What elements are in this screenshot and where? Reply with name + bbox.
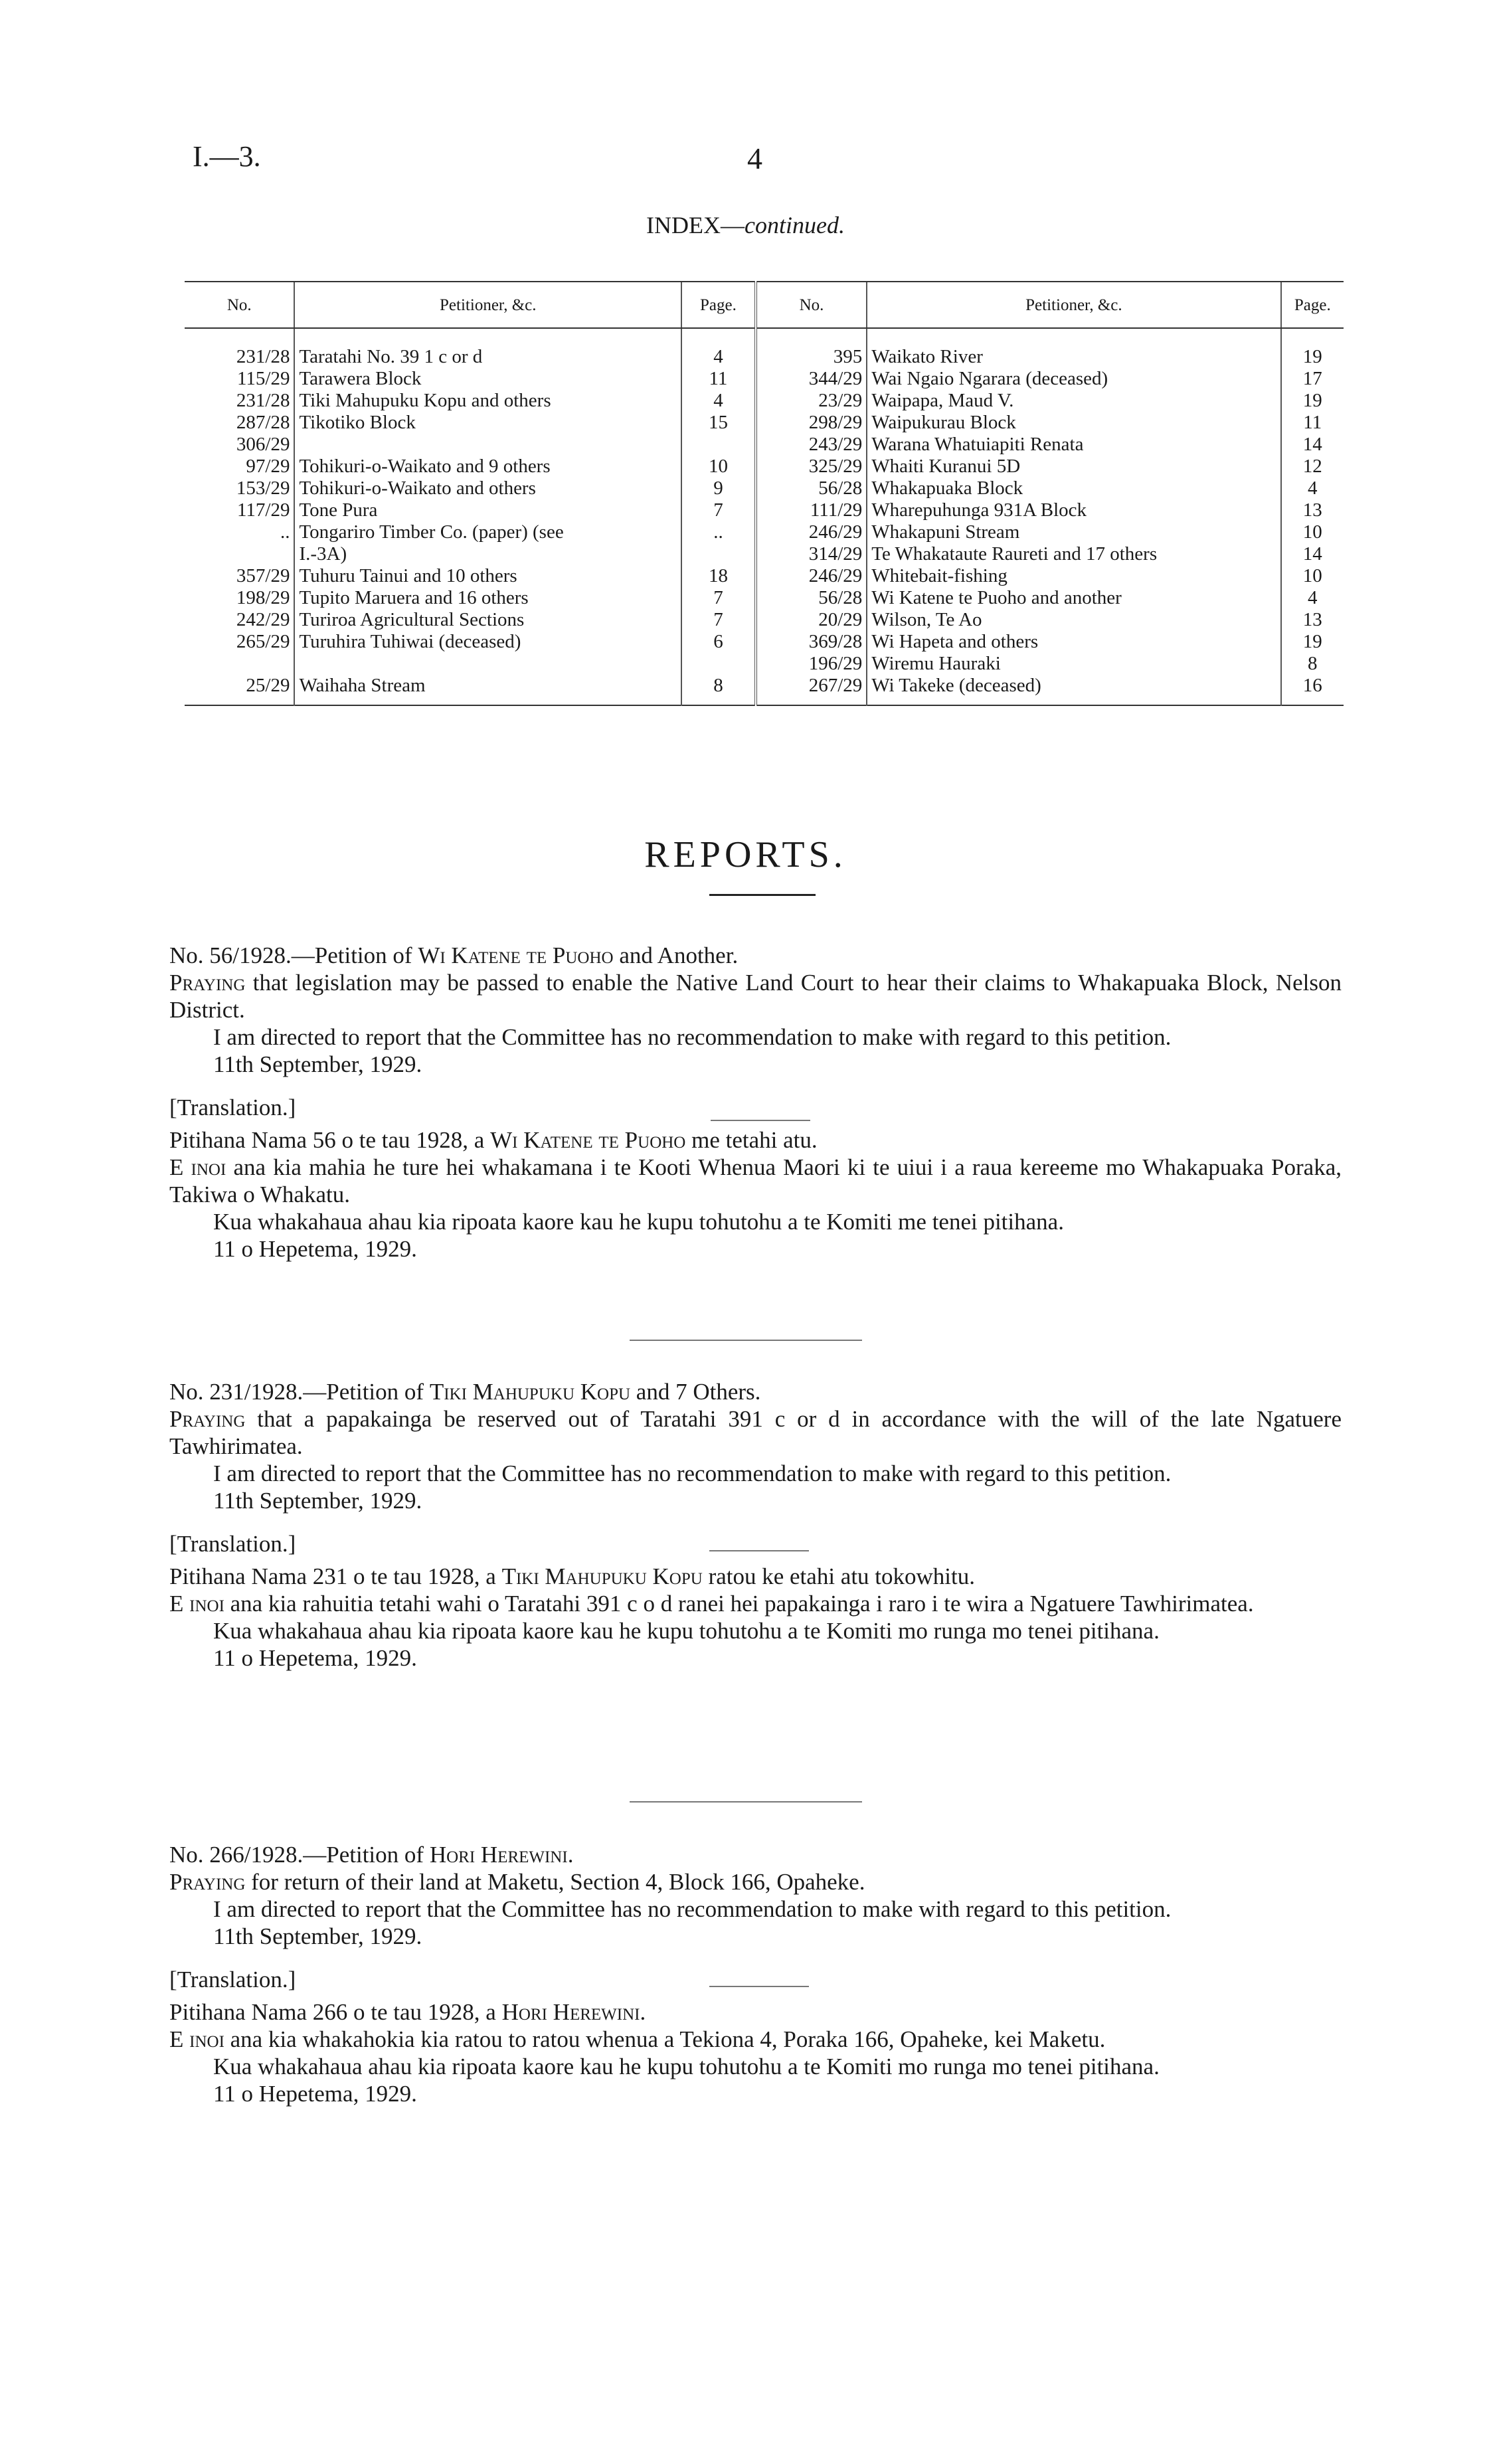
index-row bbox=[185, 412, 1344, 434]
index-number: 56/28 bbox=[756, 587, 867, 609]
index-number: .. bbox=[280, 521, 290, 543]
index-number: 369/28 bbox=[756, 631, 867, 653]
index-petitioner bbox=[294, 653, 681, 675]
index-title-continued: continued. bbox=[745, 212, 845, 238]
index-row bbox=[185, 434, 1344, 456]
index-page: 11 bbox=[681, 368, 756, 390]
col-header-petitioner: Petitioner, &c. bbox=[294, 282, 681, 328]
translation-title: Pitihana Nama 56 o te tau 1928, a Wi Katene te Puoho me tetahi atu. bbox=[169, 1127, 818, 1153]
index-number: 287/28 bbox=[236, 412, 290, 433]
report-date: 11th September, 1929. bbox=[213, 1051, 422, 1077]
report-56-1928 bbox=[169, 942, 1342, 1263]
report-praying: Praying that legislation may be passed to enable the Native Land Court to hear their claims to Whakapuaka Block, Nelson District. bbox=[169, 970, 1342, 1023]
index-row bbox=[185, 368, 1344, 390]
page-number: 4 bbox=[747, 141, 762, 175]
index-page: 14 bbox=[1281, 434, 1344, 456]
index-petitioner: Tone Pura bbox=[294, 499, 681, 521]
col-header-no: No. bbox=[185, 282, 294, 328]
report-praying: Praying that a papakainga be reserved out of Taratahi 391 c or d in accordance with the will of the late Ngatuere Tawhirimatea. bbox=[169, 1406, 1342, 1459]
index-page: 6 bbox=[681, 631, 756, 653]
index-page: 7 bbox=[681, 609, 756, 631]
col-header-page: Page. bbox=[681, 282, 756, 328]
index-page: 13 bbox=[1281, 609, 1344, 631]
index-row bbox=[185, 328, 1344, 368]
index-page: 10 bbox=[1281, 565, 1344, 587]
index-petitioner: Whakapuaka Block bbox=[867, 478, 1280, 499]
col-header-no: No. bbox=[756, 282, 867, 328]
index-number: 153/29 bbox=[236, 478, 290, 499]
index-page: 19 bbox=[1281, 390, 1344, 412]
divider-rule bbox=[630, 1340, 862, 1341]
translation-date: 11 o Hepetema, 1929. bbox=[213, 1645, 417, 1671]
index-petitioner: Waikato River bbox=[867, 328, 1280, 368]
index-number bbox=[185, 543, 294, 565]
index-petitioner: Tohikuri-o-Waikato and 9 others bbox=[294, 456, 681, 478]
report-directed: I am directed to report that the Committee has no recommendation to make with regard to this petition. bbox=[213, 1024, 1172, 1050]
translation-einoi: E inoi ana kia rahuitia tetahi wahi o Taratahi 391 c o d ranei hei papakainga i raro i te wira a Ngatuere Tawhirimatea. bbox=[169, 1591, 1254, 1617]
index-page: 4 bbox=[681, 390, 756, 412]
index-number: 314/29 bbox=[756, 543, 867, 565]
index-petitioner: Warana Whatuiapiti Renata bbox=[867, 434, 1280, 456]
index-petitioner: I.-3A) bbox=[294, 543, 681, 565]
index-row bbox=[185, 478, 1344, 499]
report-praying: Praying for return of their land at Maketu, Section 4, Block 166, Opaheke. bbox=[169, 1869, 865, 1895]
divider-rule bbox=[630, 1801, 862, 1803]
translation-kua: Kua whakahaua ahau kia ripoata kaore kau he kupu tohutohu a te Komiti mo runga mo tenei pitihana. bbox=[213, 2054, 1160, 2079]
index-row bbox=[185, 653, 1344, 675]
index-row bbox=[185, 609, 1344, 631]
index-petitioner: Tarawera Block bbox=[294, 368, 681, 390]
index-number: 306/29 bbox=[236, 434, 290, 455]
index-number: 344/29 bbox=[756, 368, 867, 390]
index-petitioner: Tongariro Timber Co. (paper) (see bbox=[294, 521, 681, 543]
translation-kua: Kua whakahaua ahau kia ripoata kaore kau he kupu tohutohu a te Komiti mo runga mo tenei pitihana. bbox=[213, 1618, 1160, 1644]
index-number: 242/29 bbox=[236, 609, 290, 630]
index-page bbox=[681, 653, 756, 675]
index-number: 117/29 bbox=[236, 499, 290, 521]
index-number: 267/29 bbox=[756, 675, 867, 705]
short-rule bbox=[709, 1986, 809, 1987]
index-petitioner: Waihaha Stream bbox=[294, 675, 681, 705]
index-number: 56/28 bbox=[756, 478, 867, 499]
report-directed: I am directed to report that the Committee has no recommendation to make with regard to this petition. bbox=[213, 1896, 1172, 1922]
index-petitioner: Wilson, Te Ao bbox=[867, 609, 1280, 631]
index-number: 246/29 bbox=[756, 521, 867, 543]
index-table bbox=[185, 281, 1344, 706]
index-page: 11 bbox=[1281, 412, 1344, 434]
translation-einoi: E inoi ana kia whakahokia kia ratou to ratou whenua a Tekiona 4, Poraka 166, Opaheke, kei Maketu. bbox=[169, 2026, 1106, 2052]
report-266-1928 bbox=[169, 1841, 1342, 2107]
index-page: 13 bbox=[1281, 499, 1344, 521]
index-petitioner: Turuhira Tuhiwai (deceased) bbox=[294, 631, 681, 653]
index-title bbox=[0, 211, 1491, 239]
report-231-1928 bbox=[169, 1378, 1342, 1672]
index-number: 25/29 bbox=[246, 675, 290, 696]
index-row bbox=[185, 587, 1344, 609]
short-rule bbox=[709, 1550, 809, 1551]
index-petitioner: Wi Hapeta and others bbox=[867, 631, 1280, 653]
index-petitioner: Te Whakataute Raureti and 17 others bbox=[867, 543, 1280, 565]
index-page: 8 bbox=[681, 675, 756, 705]
index-row bbox=[185, 499, 1344, 521]
translation-label: [Translation.] bbox=[169, 1967, 296, 1992]
translation-label: [Translation.] bbox=[169, 1531, 296, 1557]
index-page: 10 bbox=[1281, 521, 1344, 543]
report-title: No. 266/1928.—Petition of Hori Herewini. bbox=[169, 1842, 574, 1868]
index-row bbox=[185, 456, 1344, 478]
index-number: 97/29 bbox=[246, 456, 290, 477]
index-petitioner: Tupito Maruera and 16 others bbox=[294, 587, 681, 609]
index-page: 14 bbox=[1281, 543, 1344, 565]
index-number bbox=[185, 653, 294, 675]
index-page: 4 bbox=[1281, 478, 1344, 499]
index-petitioner: Wi Katene te Puoho and another bbox=[867, 587, 1280, 609]
index-number: 298/29 bbox=[756, 412, 867, 434]
index-title-main: INDEX— bbox=[646, 212, 745, 238]
index-page: 19 bbox=[1281, 328, 1344, 368]
index-page: 15 bbox=[681, 412, 756, 434]
index-number: 20/29 bbox=[756, 609, 867, 631]
translation-label: [Translation.] bbox=[169, 1095, 296, 1120]
index-number: 111/29 bbox=[756, 499, 867, 521]
index-number: 115/29 bbox=[236, 368, 290, 389]
index-petitioner: Taratahi No. 39 1 c or d bbox=[294, 328, 681, 368]
index-petitioner: Whakapuni Stream bbox=[867, 521, 1280, 543]
index-number: 198/29 bbox=[236, 587, 290, 608]
index-row bbox=[185, 543, 1344, 565]
index-page: 7 bbox=[681, 499, 756, 521]
index-page: .. bbox=[681, 521, 756, 543]
report-date: 11th September, 1929. bbox=[213, 1488, 422, 1514]
index-header-row bbox=[185, 282, 1344, 328]
index-petitioner: Wai Ngaio Ngarara (deceased) bbox=[867, 368, 1280, 390]
index-petitioner bbox=[294, 434, 681, 456]
translation-date: 11 o Hepetema, 1929. bbox=[213, 1236, 417, 1262]
translation-title: Pitihana Nama 266 o te tau 1928, a Hori Herewini. bbox=[169, 1999, 646, 2025]
document-reference: I.—3. bbox=[193, 140, 261, 173]
index-page: 4 bbox=[681, 328, 756, 368]
index-number: 196/29 bbox=[756, 653, 867, 675]
index-petitioner: Waipapa, Maud V. bbox=[867, 390, 1280, 412]
index-row bbox=[185, 390, 1344, 412]
col-header-page: Page. bbox=[1281, 282, 1344, 328]
report-directed: I am directed to report that the Committee has no recommendation to make with regard to this petition. bbox=[213, 1460, 1172, 1486]
heading-rule bbox=[709, 894, 816, 896]
index-petitioner: Wharepuhunga 931A Block bbox=[867, 499, 1280, 521]
index-page: 10 bbox=[681, 456, 756, 478]
index-page: 12 bbox=[1281, 456, 1344, 478]
reports-heading: REPORTS. bbox=[644, 834, 847, 875]
index-page: 4 bbox=[1281, 587, 1344, 609]
index-row bbox=[185, 521, 1344, 543]
short-rule bbox=[711, 1120, 810, 1121]
index-page: 19 bbox=[1281, 631, 1344, 653]
index-number: 265/29 bbox=[236, 631, 290, 652]
index-row bbox=[185, 565, 1344, 587]
index-number: 231/28 bbox=[236, 390, 290, 411]
report-title: No. 56/1928.—Petition of Wi Katene te Puoho and Another. bbox=[169, 942, 739, 968]
index-page: 18 bbox=[681, 565, 756, 587]
index-page bbox=[681, 434, 756, 456]
index-number: 395 bbox=[756, 328, 867, 368]
index-page bbox=[681, 543, 756, 565]
index-number: 243/29 bbox=[756, 434, 867, 456]
index-row bbox=[185, 675, 1344, 705]
index-petitioner: Waipukurau Block bbox=[867, 412, 1280, 434]
index-number: 231/28 bbox=[236, 346, 290, 367]
index-number: 246/29 bbox=[756, 565, 867, 587]
index-petitioner: Tikotiko Block bbox=[294, 412, 681, 434]
index-petitioner: Tiki Mahupuku Kopu and others bbox=[294, 390, 681, 412]
index-petitioner: Whitebait-fishing bbox=[867, 565, 1280, 587]
index-page: 8 bbox=[1281, 653, 1344, 675]
index-petitioner: Tuhuru Tainui and 10 others bbox=[294, 565, 681, 587]
index-number: 357/29 bbox=[236, 565, 290, 586]
index-body bbox=[185, 328, 1344, 705]
index-petitioner: Wiremu Hauraki bbox=[867, 653, 1280, 675]
index-petitioner: Turiroa Agricultural Sections bbox=[294, 609, 681, 631]
col-header-petitioner: Petitioner, &c. bbox=[867, 282, 1280, 328]
translation-kua: Kua whakahaua ahau kia ripoata kaore kau he kupu tohutohu a te Komiti me tenei pitihana. bbox=[213, 1209, 1064, 1235]
index-number: 325/29 bbox=[756, 456, 867, 478]
report-date: 11th September, 1929. bbox=[213, 1923, 422, 1949]
index-number: 23/29 bbox=[756, 390, 867, 412]
translation-einoi: E inoi ana kia mahia he ture hei whakamana i te Kooti Whenua Maori ki te uiui i a raua kereeme mo Whakapuaka Poraka, Takiwa o Whakatu. bbox=[169, 1154, 1342, 1207]
index-page: 16 bbox=[1281, 675, 1344, 705]
index-page: 7 bbox=[681, 587, 756, 609]
report-title: No. 231/1928.—Petition of Tiki Mahupuku Kopu and 7 Others. bbox=[169, 1379, 761, 1405]
index-petitioner: Tohikuri-o-Waikato and others bbox=[294, 478, 681, 499]
translation-title: Pitihana Nama 231 o te tau 1928, a Tiki Mahupuku Kopu ratou ke etahi atu tokowhitu. bbox=[169, 1563, 976, 1589]
index-page: 17 bbox=[1281, 368, 1344, 390]
index-page: 9 bbox=[681, 478, 756, 499]
index-petitioner: Wi Takeke (deceased) bbox=[867, 675, 1280, 705]
index-petitioner: Whaiti Kuranui 5D bbox=[867, 456, 1280, 478]
index-row bbox=[185, 631, 1344, 653]
translation-date: 11 o Hepetema, 1929. bbox=[213, 2081, 417, 2107]
